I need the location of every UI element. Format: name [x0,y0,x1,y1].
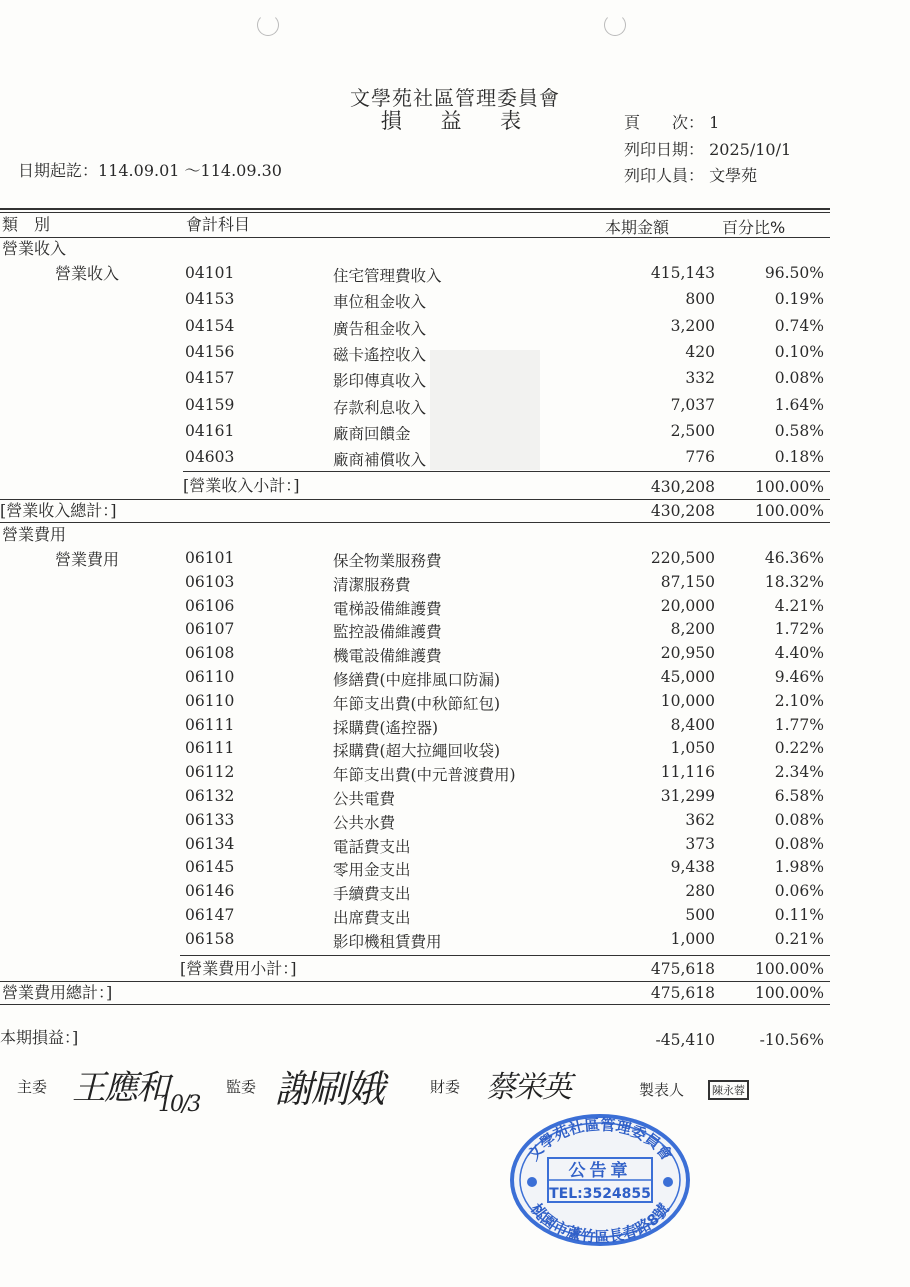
expense-subtotal-amount: 475,618 [650,960,715,978]
expense-row-amount: 20,950 [660,644,715,663]
income-row [0,264,910,288]
income-row [0,396,910,420]
print-date [624,137,791,160]
expense-row-name: 機電設備維護費 [333,647,442,666]
income-subtotal-pct: 100.00% [755,478,824,496]
expense-row-amount: 1,000 [670,929,715,948]
expense-row-code: 06147 [185,906,235,924]
expense-row [0,644,910,668]
expense-row-name: 保全物業服務費 [333,552,442,570]
income-row-amount: 415,143 [650,264,715,282]
expense-row [0,668,910,692]
expense-row-name: 影印機租賃費用 [333,932,442,951]
income-row-name: 磁卡遙控收入 [333,345,427,364]
official-seal [508,1110,692,1248]
income-total-rule-bottom [0,522,830,523]
income-section: 營業收入 [2,239,67,258]
print-date-label: 列印日期： [624,140,705,159]
expense-row-code: 06103 [185,572,235,591]
expense-row-name: 手續費支出 [333,885,411,904]
period [18,158,282,181]
seal-center-text: 公告章 [568,1161,632,1181]
header-rule-top2 [0,212,830,213]
expense-row-amount: 1,050 [670,739,715,758]
income-row-amount: 776 [685,448,715,467]
expense-row-code: 06111 [185,739,235,758]
preparer-label: 製表人 [639,1081,685,1099]
expense-row-pct: 46.36% [764,549,824,567]
expense-row-name: 修繕費(中庭排風口防漏) [333,671,501,689]
income-row-code: 04159 [185,395,235,414]
supervisor-signature: 謝刷娥 [275,1067,384,1111]
col-percent: 百分比% [722,218,786,237]
expense-row-pct: 1.98% [774,858,824,877]
expense-row-pct: 0.06% [774,882,824,901]
expense-row-name: 採購費(超大拉繩回收袋) [333,742,501,761]
expense-row-code: 06111 [185,715,235,734]
income-row-name: 車位租金收入 [333,293,427,312]
expense-row-amount: 280 [685,882,715,901]
income-row [0,317,910,341]
expense-row [0,716,910,740]
expense-row-pct: 9.46% [774,668,824,686]
expense-row-pct: 1.72% [774,620,824,639]
treasurer-label: 財委 [430,1078,461,1096]
seal-tel-text: TEL:3524855 [549,1186,651,1202]
income-row-name: 存款利息收入 [333,398,427,417]
expense-row-amount: 87,150 [660,572,715,591]
expense-row [0,930,910,954]
expense-row [0,811,910,835]
expense-row [0,787,910,811]
expense-row-code: 06110 [185,691,235,710]
income-row [0,448,910,472]
income-row-name: 廠商補償收入 [333,451,427,470]
chair-sign-date: 10/3 [158,1092,200,1117]
expense-row-name: 採購費(遙控器) [333,718,439,737]
expense-row-amount: 20,000 [660,596,715,615]
income-row [0,369,910,393]
expense-row [0,763,910,787]
income-row-pct: 0.19% [774,290,824,309]
chair-label: 主委 [17,1078,48,1096]
income-row-name: 影印傳真收入 [333,372,427,391]
expense-row-name: 清潔服務費 [333,575,411,594]
income-row-amount: 2,500 [670,421,715,440]
preparer-stamp: 陳永蓉 [708,1080,749,1100]
treasurer-signature: 蔡栄英 [486,1070,570,1105]
col-account: 會計科目 [186,215,251,234]
income-row-code: 04157 [185,369,235,388]
expense-row-amount: 500 [685,906,715,924]
expense-row-pct: 2.10% [774,691,824,710]
income-row-pct: 0.58% [774,421,824,440]
expense-row-pct: 0.22% [774,739,824,758]
expense-row [0,692,910,716]
expense-row-name: 年節支出費(中秋節紅包) [333,694,501,713]
expense-subtotal-label: [營業費用小計：] [180,959,297,978]
expense-row-amount: 8,200 [670,620,715,639]
net-amount: -45,410 [655,1031,715,1049]
printer-value: 文學苑 [709,166,758,185]
income-row [0,343,910,367]
income-row-amount: 420 [685,342,715,361]
expense-total-pct: 100.00% [755,984,824,1002]
expense-row-name: 電話費支出 [333,837,411,856]
income-row-amount: 3,200 [670,316,715,335]
income-row-pct: 0.18% [774,448,824,467]
expense-row-amount: 11,116 [660,763,715,782]
expense-row-pct: 0.08% [774,834,824,853]
expense-row-code: 06134 [185,834,235,853]
income-subtotal-amount: 430,208 [650,478,715,496]
expense-total-amount: 475,618 [650,984,715,1002]
expense-row-code: 06106 [185,596,235,615]
printer [624,163,757,186]
income-row-code: 04154 [185,316,235,335]
income-row-name: 廠商回饋金 [333,424,411,443]
expense-row-name: 監控設備維護費 [333,623,442,642]
expense-row-pct: 1.77% [774,715,824,734]
expense-total-label: 營業費用總計：] [2,983,113,1002]
expense-row-amount: 31,299 [660,787,715,805]
expense-row-name: 年節支出費(中元普渡費用) [333,766,516,785]
expense-row-pct: 18.32% [764,572,824,591]
page-number [624,110,719,133]
income-row-amount: 332 [685,369,715,388]
expense-row-pct: 4.40% [774,644,824,663]
expense-row-amount: 8,400 [670,715,715,734]
report-title: 損 益 表 [380,109,538,133]
page-value: 1 [709,113,720,132]
income-row [0,290,910,314]
expense-row-pct: 4.21% [774,596,824,615]
expense-row-pct: 0.08% [774,810,824,829]
income-row-pct: 96.50% [764,264,824,282]
expense-row-amount: 373 [685,834,715,853]
expense-total-rule [0,981,830,982]
org-title: 文學苑社區管理委員會 [350,86,560,110]
income-group: 營業收入 [55,264,120,283]
expense-row-code: 06112 [185,763,235,782]
income-total-amount: 430,208 [650,502,715,520]
income-row-code: 04101 [185,264,235,282]
expense-row [0,573,910,597]
income-row [0,422,910,446]
expense-row [0,739,910,763]
expense-row-pct: 0.21% [774,929,824,948]
expense-row-pct: 2.34% [774,763,824,782]
income-row-name: 住宅管理費收入 [333,267,442,285]
expense-row-code: 06101 [185,549,235,567]
expense-row [0,597,910,621]
expense-row-amount: 9,438 [670,858,715,877]
income-row-code: 04153 [185,290,235,309]
net-label: 本期損益：] [0,1028,79,1047]
header-rule-bottom [0,237,830,238]
net-pct: -10.56% [759,1031,824,1049]
print-date-value: 2025/10/1 [709,140,792,159]
income-row-pct: 0.08% [774,369,824,388]
expense-row-pct: 6.58% [774,787,824,805]
income-subtotal-rule [183,471,830,472]
expense-row-pct: 0.11% [774,906,824,924]
income-row-amount: 800 [685,290,715,309]
income-row-code: 04156 [185,342,235,361]
seal-bottom-text: 桃園市蘆竹區長春路8號 [527,1200,673,1247]
page-label: 頁 次： [624,113,705,132]
expense-row-name: 電梯設備維護費 [333,599,442,618]
expense-row-code: 06145 [185,858,235,877]
expense-row-amount: 45,000 [660,668,715,686]
seal-top-text: 文學苑社區管理委員會 [524,1115,676,1165]
expense-row-code: 06132 [185,787,235,805]
income-row-pct: 0.74% [774,316,824,335]
expense-row [0,549,910,573]
expense-row-name: 出席費支出 [333,909,411,927]
income-row-amount: 7,037 [670,395,715,414]
income-total-rule [0,499,830,500]
expense-row-name: 公共電費 [333,790,396,808]
income-total-pct: 100.00% [755,502,824,520]
expense-row [0,906,910,930]
income-row-pct: 1.64% [774,395,824,414]
income-total-label: [營業收入總計：] [0,501,117,520]
expense-row-amount: 10,000 [660,691,715,710]
income-row-code: 04603 [185,448,235,467]
period-label: 日期起訖： [18,161,99,180]
period-value: 114.09.01 ～114.09.30 [98,161,282,180]
punch-hole-right [604,14,626,36]
expense-section: 營業費用 [2,525,67,544]
expense-row-code: 06146 [185,882,235,901]
expense-row-code: 06133 [185,810,235,829]
punch-hole-left [257,14,279,36]
expense-row [0,835,910,859]
income-row-name: 廣告租金收入 [333,319,427,338]
expense-row-name: 公共水費 [333,813,396,832]
income-subtotal-label: [營業收入小計：] [183,476,300,495]
printer-label: 列印人員： [624,166,705,185]
col-amount: 本期金額 [605,218,670,237]
expense-row-amount: 362 [685,810,715,829]
income-row-code: 04161 [185,421,235,440]
expense-row [0,620,910,644]
expense-row-amount: 220,500 [650,549,715,567]
expense-total-rule-bottom [0,1004,830,1005]
header-rule-top [0,208,830,210]
expense-row-code: 06107 [185,620,235,639]
expense-subtotal-pct: 100.00% [755,960,824,978]
expense-row-name: 零用金支出 [333,861,411,880]
seal-ornament-left-icon [527,1177,537,1187]
supervisor-label: 監委 [226,1078,257,1096]
expense-row [0,858,910,882]
expense-row-code: 06108 [185,644,235,663]
seal-ornament-right-icon [663,1177,673,1187]
chair-signature: 王應和 [72,1068,168,1108]
col-category: 類 別 [2,215,51,234]
expense-row-code: 06158 [185,929,235,948]
expense-row [0,882,910,906]
expense-group: 營業費用 [55,550,120,569]
expense-row-code: 06110 [185,668,235,686]
income-row-pct: 0.10% [774,342,824,361]
